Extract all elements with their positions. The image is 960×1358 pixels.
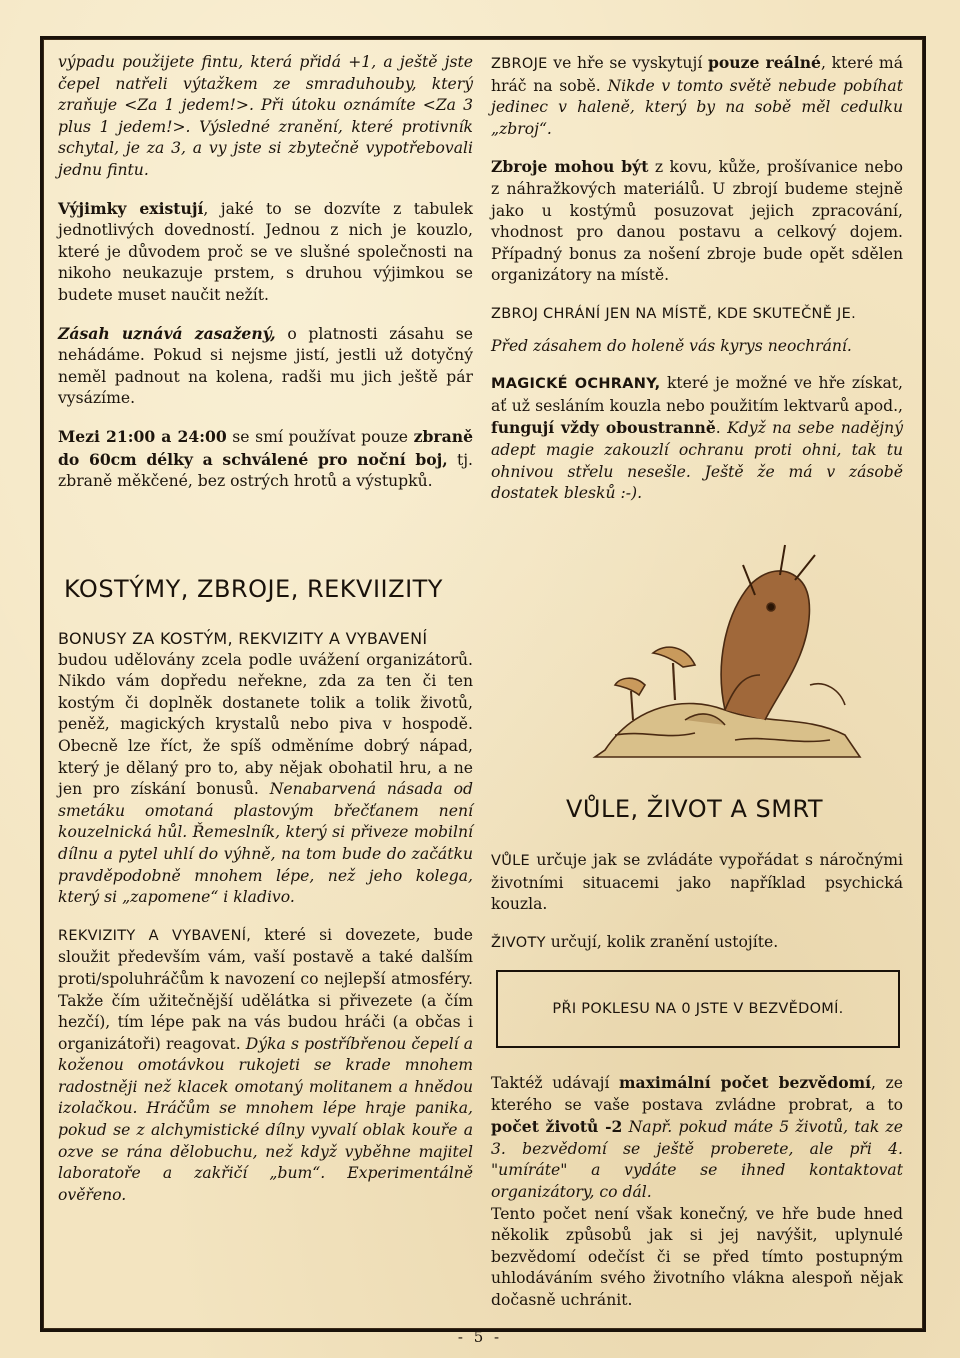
paragraph-armor-real [491,52,903,140]
night-time-bold: Mezi 21:00 a 24:00 [58,426,227,446]
armor-text2: , které má hráč na sobě. [491,54,903,95]
props-italic: Dýka s postříbřenou čepelí a koženou omotávkou rukojeti se krade mnohem radostněji než klacek omotaný molitanem a hnědou izolačkou. Hráčům se mnohem lépe hraje panika, pokud se z alchymistické dílny vyvalí oblak kouře a ozve se rána dělobuchu, než když vyběhne majitel laboratoře a zakřičí „bum“. Experimentálně ověřeno. [58,1034,473,1204]
armor-heading: ZBROJE [491,56,548,72]
armor-italic: Nikde v tomto světě nebude pobíhat jedinec v haleně, který by na sobě měl cedulku „zbroj“. [491,76,903,138]
exceptions-bold: Výjimky existují [58,198,204,218]
hit-bold: Zásah uznává zasažený, [58,323,276,343]
magic-heading: MAGICKÉ OCHRANY, [491,376,661,393]
mu-text1: Taktéž udávají [491,1074,620,1092]
paragraph-not-final: Tento počet není však konečný, ve hře bude hned několik způsobů jak si jej navýšit, uplynulé bezvědomí odečíst či se před tímto postupným uhlodáváním svého životního vlákna alespoň nějak dočasně uchránit. [491,1204,903,1309]
mu-italic: Např. pokud máte 5 životů, tak ze 3. bezvědomí se ještě proberete, ale při 4. "umíráte" a vydáte se ihned kontaktovat organizátory, co dál. [491,1118,903,1201]
right-column [491,52,903,521]
will-heading: VŮLE [491,853,530,869]
section-title-will-life-death: VŮLE, ŽIVOT A SMRT [566,795,824,823]
lives-heading: ŽIVOTY [491,934,546,951]
night-mid: se smí používat pouze [226,427,414,446]
materials-bold: Zbroje mohou být [491,157,649,177]
bonus-italic: Nenabarvená násada od smetáku omotaná plastovým břečťanem není kouzelnická hůl. Řemeslník, který si přiveze mobilní dílnu a pytel uhlí do výhně, na tom bude do začátku pravděpodobně mnohem lépe, než jeho kolega, který si „zapomene“ i kladivo. [58,780,473,907]
costumes-column [58,628,473,1222]
props-text: které si dovezete, bude sloužit především vám, vaší postavě a také dalším proti/spoluhráčům k navození co nejlepší atmosféry. Takže čím užitečnější udělátka si přivezete (a čím hezčí), tím lépe pak na vás budou hráči (a občas i organizátoři) reagovat. [58,925,473,1053]
paragraph-will [491,850,903,916]
paragraph-feint-example: výpadu použijete fintu, která přidá +1, a ještě jste čepel natřeli výtažkem ze smraduhouby, který zraňuje <Za 1 jedem!>. Při útoku oznámíte <Za 3 plus 1 jedem!>. Výsledné zranění, které protivník schytal, je za 3, a vy jste si zbytečně vypotřebovali jednu fintu. [58,53,473,179]
props-heading: REKVIZITY A VYBAVENÍ, [58,927,252,944]
unconscious-column [491,1072,903,1328]
paragraph-magic-protections [491,373,903,505]
bonus-text: budou udělovány zcela podle uvážení organizátorů. Nikdo vám dopředu neřekne, zda za ten či ten kostým či doplněk dostanete tolik a tolik životů, peněž, magických krystalů nebo piva v hospodě. Obecně lze říct, že spíš odměníme dobrý nápad, který je dělaný pro to, aby nějak obohatil hru, a ne jen pro získání bonusů. [58,650,473,799]
mu-text2: , ze kterého se vaše postava zvládne probrat, a to [491,1074,903,1114]
armor-rule-text: ZBROJ CHRÁNÍ JEN NA MÍSTĚ, KDE SKUTEČNĚ JE. [491,305,857,322]
paragraph-props [58,925,473,1207]
section-title-costumes: KOSTÝMY, ZBROJE, REKVIIZITY [64,575,443,603]
exceptions-text: , jaké to se dozvíte z tabulek jednotlivých dovedností. Jednou z nich je kouzlo, které je důvodem proč se ve slušné společnosti na nikoho neukazuje prstem, s druhou výjimkou se budete muset naučit nežít. [58,199,473,304]
armor-rule-heading [491,303,903,326]
paragraph-max-unconscious [491,1072,903,1204]
mu-bold2: počet životů -2 [491,1117,623,1137]
night-weapons-bold: zbraně do 60cm délky a schválené pro noční boj, [58,426,473,469]
paragraph-armor-materials [491,156,903,287]
unconscious-rule-box: PŘI POKLESU NA 0 JSTE V BEZVĚDOMÍ. [496,970,900,1048]
magic-text2: . [715,419,728,438]
armor-text1: ve hře se vyskytují [547,54,708,72]
magic-text1: které je možné ve hře získat, ať už sesláním kouzla nebo použitím lektvarů apod., [491,374,903,415]
left-column [58,52,473,509]
paragraph-lives [491,932,903,955]
paragraph-night-weapons [58,426,473,493]
goblin-mushroom-illustration [575,535,875,765]
magic-bold: fungují vždy oboustranně [491,418,716,438]
night-rest: tj. zbraně měkčené, bez ostrých hrotů a výstupků. [58,450,473,491]
armor-rule-example: Před zásahem do holeně vás kyrys neochrání. [491,336,852,355]
paragraph-hit-acknowledge [58,323,473,410]
mu-bold1: maximální počet bezvědomí [619,1073,872,1092]
lives-text: určují, kolik zranění ustojíte. [545,932,779,951]
armor-bold: pouze reálné [707,53,821,72]
paragraph-bonuses [58,628,473,909]
magic-italic: Když na sebe nadějný adept magie zakouzlí ochranu proti ohni, tak tu ohnivou střelu nesešle. Ještě že má v zásobě dostatek blesků :-). [491,419,903,503]
bonus-heading: BONUSY ZA KOSTÝM, REKVIZITY A VYBAVENÍ [58,629,428,648]
will-text: určuje jak se zvládáte vypořádat s náročnými životními situacemi jako například psychická kouzla. [491,851,903,914]
hit-text: o platnosti zásahu se nehádáme. Pokud si nejsme jistí, jestli už dotyčný neměl padnout na kolena, radši mu jich ještě pár vysázíme. [58,324,473,408]
will-column [491,850,903,970]
page-number: - 5 - [457,1328,503,1346]
materials-text: z kovu, kůže, prošívanice nebo z náhražkových materiálů. U zbrojí budeme stejně jako u kostýmů posuzovat jejich zpracování, vhodnost pro danou postavu a celkový dojem. Případný bonus za nošení zbroje bude opět sdělen organizátory na místě. [491,158,903,285]
paragraph-exceptions [58,198,473,307]
